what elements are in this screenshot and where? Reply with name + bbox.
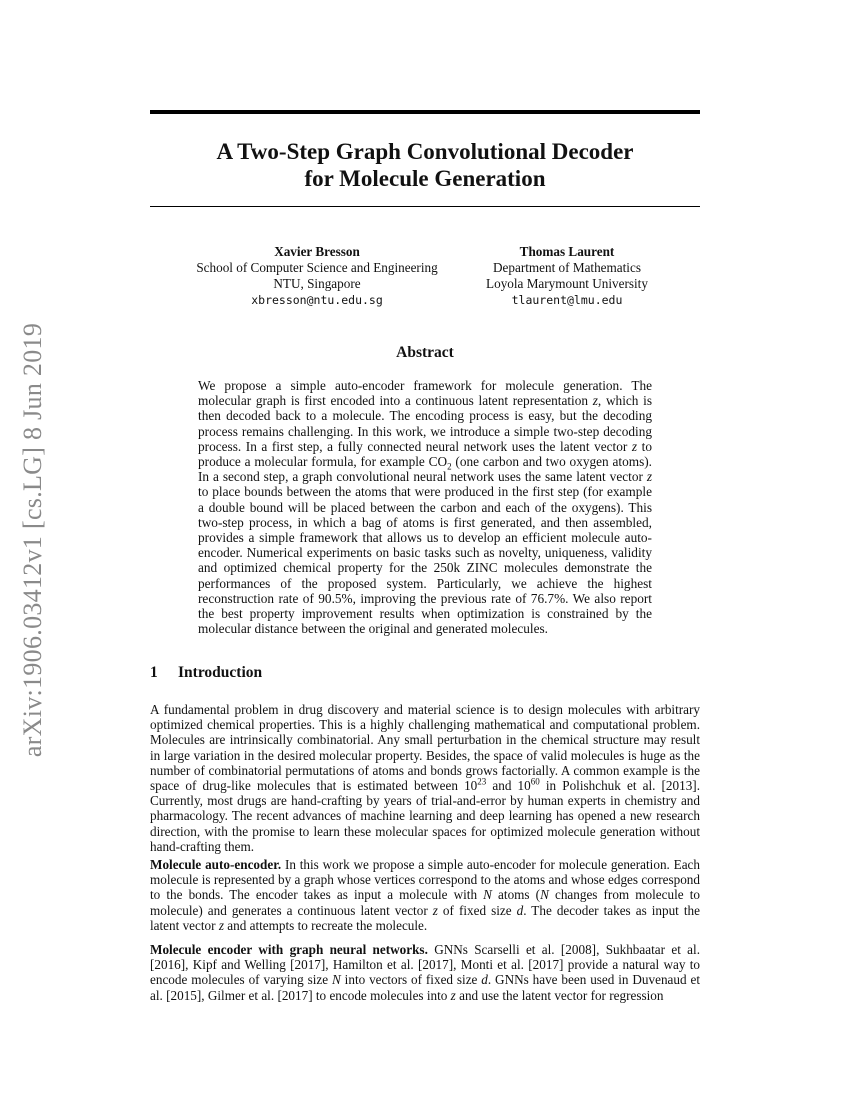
intro-paragraph-1: A fundamental problem in drug discovery and material science is to design molecules with arbitrary optimized chemical properties. This is a highly challenging mathematical and computational problem. Molecules are intrinsically combinatorial. Any small perturbation in the chemical structure may result in large variation in the desired molecular property. Besides, the space of valid molecules is huge as the number of combinatorial permutations of atoms and bonds grows factorially. A common example is the space of drug-like molecules that is estimated between $10^{23}$ and $10^{60}$ in Polishchuk et al. [2013]. Currently, most drugs are hand-crafting by years of trial-and-error by human experts in chemistry and pharmacology. The recent advances of machine learning and deep learning has opened a new research direction, with the promise to learn these molecular spaces for optimized molecule generation without hand-crafting them.: [150, 702, 700, 854]
author-email[interactable]: tlaurent@lmu.edu: [511, 293, 623, 307]
section-number: 1: [150, 664, 158, 681]
title-line-1: A Two-Step Graph Convolutional Decoder: [216, 139, 634, 164]
section-heading-introduction: [150, 664, 262, 682]
intro-paragraph-2: Molecule auto-encoder. In this work we propose a simple auto-encoder for molecule generation. Each molecule is represented by a graph whose vertices correspond to the atoms and whose edges correspond to the bonds. The encoder takes as input a molecule with N atoms (N changes from molecule to molecule) and generates a continuous latent vector z of fixed size d. The decoder takes as input the latent vector z and attempts to recreate the molecule.: [150, 857, 700, 933]
paper-title: [150, 138, 700, 192]
author-name: Thomas Laurent: [519, 244, 615, 259]
abstract-paragraph: We propose a simple auto-encoder framework for molecule generation. The molecular graph is first encoded into a continuous latent representation z, which is then decoded back to a molecule. The encoding process is easy, but the decoding process remains challenging. In this work, we introduce a simple two-step decoding process. In a first step, a fully connected neural network uses the latent vector z to produce a molecular formula, for example $CO_2$ (one carbon and two oxygen atoms). In a second step, a graph convolutional neural network uses the same latent vector z to place bounds between the atoms that were produced in the first step (for example a double bound will be placed between the carbon and each of the oxygens). This two-step process, in which a bag of atoms is first generated, and then assembled, provides a simple framework that allows us to develop an efficient molecule auto-encoder. Numerical experiments on basic tasks such as novelty, uniqueness, validity and optimized chemical property for the 250k ZINC molecules demonstrate the performances of the proposed system. Particularly, we achieve the highest reconstruction rate of 90.5%, improving the previous rate of 76.7%. We also report the best property improvement results when optimization is constrained by the molecular distance between the original and generated molecules.: [198, 378, 652, 637]
author-affiliation: Department of Mathematics: [493, 260, 641, 275]
author-name: Xavier Bresson: [274, 244, 360, 259]
section-title: Introduction: [178, 664, 263, 681]
title-top-rule: [150, 110, 700, 114]
arxiv-identifier: [8, 300, 58, 780]
abstract-body: [198, 378, 652, 636]
author-location: Loyola Marymount University: [486, 276, 648, 291]
intro-paragraph-3: Molecule encoder with graph neural networks. GNNs Scarselli et al. [2008], Sukhbaatar et al. [2016], Kipf and Welling [2017], Hamilton et al. [2017], Monti et al. [2017] provide a natural way to encode molecules of varying size N into vectors of fixed size d. GNNs have been used in Duvenaud et al. [2015], Gilmer et al. [2017] to encode molecules into z and use the latent vector for regression: [150, 942, 700, 1003]
author-email[interactable]: xbresson@ntu.edu.sg: [251, 293, 383, 307]
title-line-2: for Molecule Generation: [304, 166, 546, 191]
author-affiliation: School of Computer Science and Engineering: [196, 260, 438, 275]
author-location: NTU, Singapore: [273, 276, 361, 291]
title-bottom-rule: [150, 206, 700, 207]
abstract-heading: Abstract: [396, 344, 454, 361]
arxiv-id-text: arXiv:1906.03412v1 [cs.LG] 8 Jun 2019: [18, 322, 47, 758]
paragraph-lead: Molecule encoder with graph neural networks.: [150, 942, 428, 957]
paragraph-lead: Molecule auto-encoder.: [150, 857, 282, 872]
author-block-2: [470, 244, 664, 308]
author-block-1: [180, 244, 454, 308]
